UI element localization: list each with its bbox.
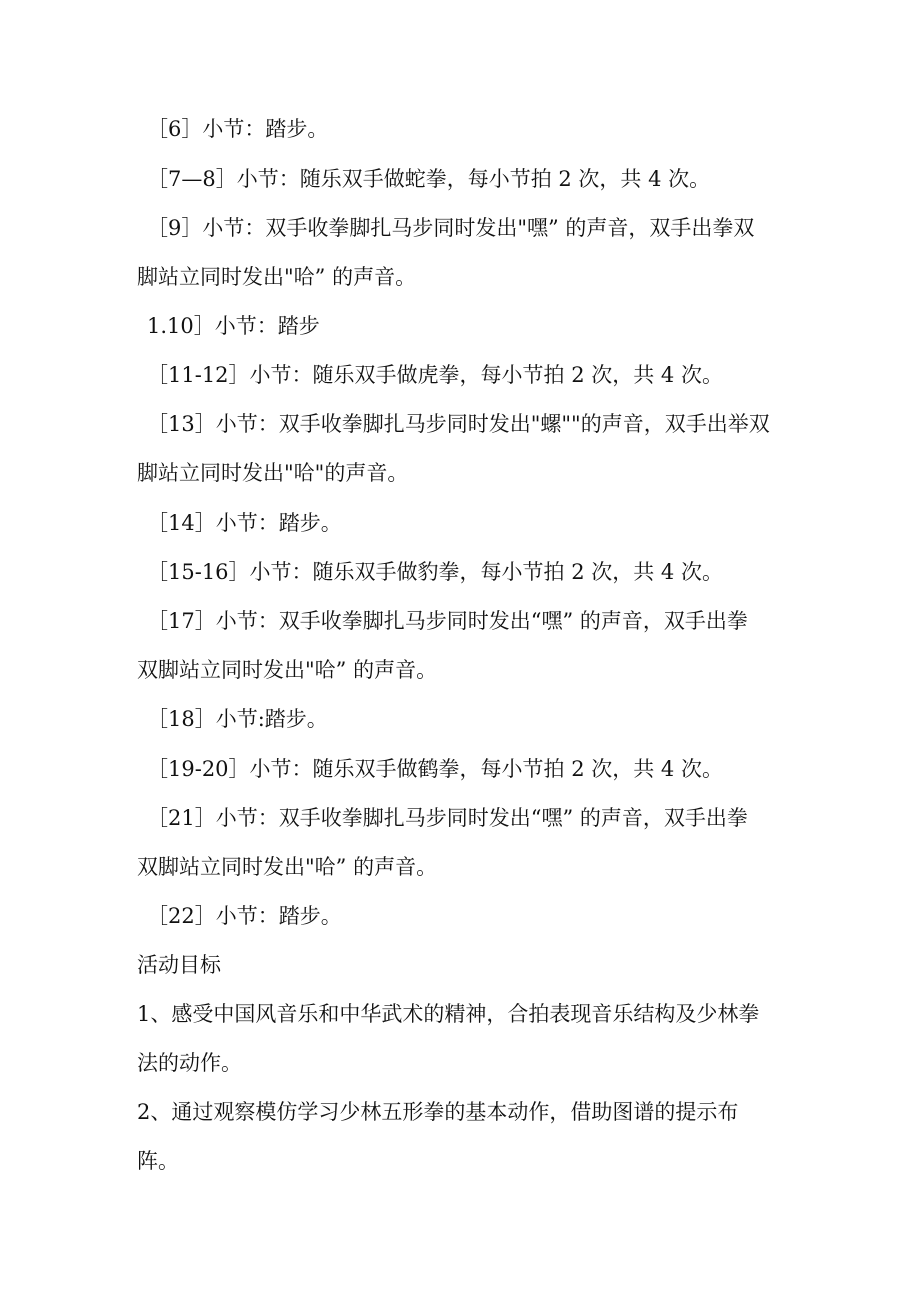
text-line: ［17］小节：双手收拳脚扎马步同时发出“嘿” 的声音，双手出拳 (147, 609, 748, 633)
text-line: 法的动作。 (137, 1051, 242, 1075)
text-line: ［9］小节：双手收拳脚扎马步同时发出"嘿” 的声音，双手出拳双 (147, 216, 755, 240)
text-line: 双脚站立同时发出"哈” 的声音。 (137, 855, 438, 879)
text-line: 双脚站立同时发出"哈” 的声音。 (137, 658, 438, 682)
text-line: ［15-16］小节：随乐双手做豹拳，每小节拍 2 次，共 4 次。 (147, 560, 723, 584)
text-line: ［22］小节：踏步。 (147, 904, 342, 928)
text-line: ［13］小节：双手收拳脚扎马步同时发出"螺""的声音，双手出举双 (147, 412, 770, 436)
text-line: ［6］小节：踏步。 (147, 117, 329, 141)
text-line: 脚站立同时发出"哈"的声音。 (137, 461, 409, 485)
text-line: ［11-12］小节：随乐双手做虎拳，每小节拍 2 次，共 4 次。 (147, 363, 723, 387)
text-line: ［19-20］小节：随乐双手做鹤拳，每小节拍 2 次，共 4 次。 (147, 757, 723, 781)
text-line: ［7—8］小节：随乐双手做蛇拳，每小节拍 2 次，共 4 次。 (147, 167, 711, 191)
section-heading: 活动目标 (137, 953, 221, 977)
text-line: 2、通过观察模仿学习少林五形拳的基本动作，借助图谱的提示布 (137, 1100, 739, 1124)
text-line: ［14］小节：踏步。 (147, 511, 342, 535)
text-line: ［18］小节:踏步。 (147, 707, 328, 731)
text-line: 1.10］小节：踏步 (147, 314, 320, 338)
text-line: ［21］小节：双手收拳脚扎马步同时发出“嘿” 的声音，双手出拳 (147, 806, 748, 830)
text-line: 阵。 (137, 1149, 179, 1173)
text-line: 脚站立同时发出"哈” 的声音。 (137, 265, 417, 289)
text-line: 1、感受中国风音乐和中华武术的精神，合拍表现音乐结构及少林拳 (137, 1002, 760, 1026)
